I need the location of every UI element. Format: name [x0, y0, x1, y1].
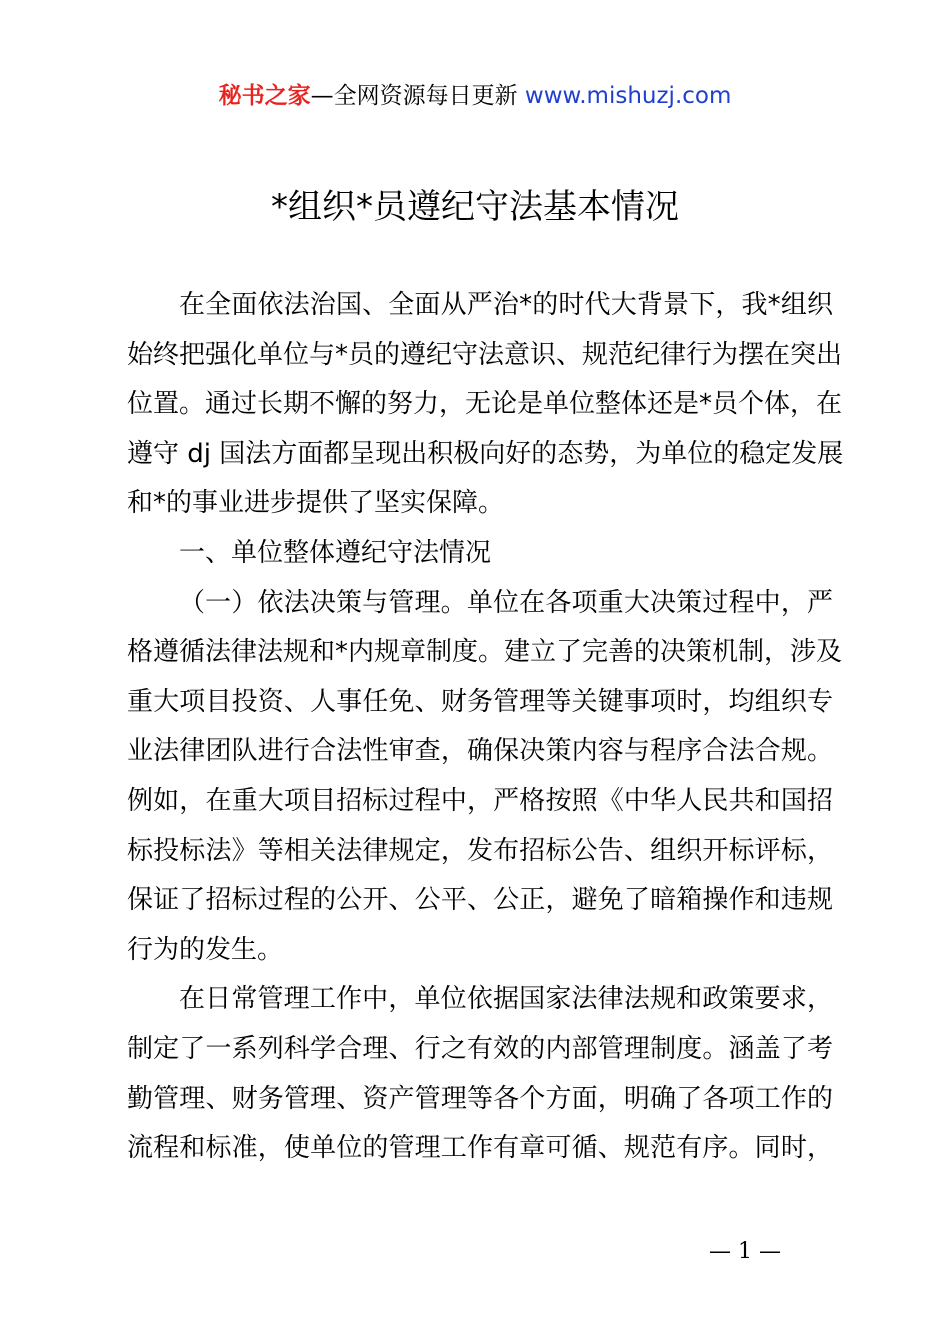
site-url-link[interactable]: www.mishuzj.com: [524, 83, 732, 109]
document-body: [127, 281, 844, 1174]
paragraph-line: 位置。通过长期不懈的努力，无论是单位整体还是*员个体，在: [127, 389, 843, 420]
paragraph-line: 业法律团队进行合法性审查，确保决策内容与程序合法合规。: [127, 736, 833, 767]
document-title: *组织*员遵纪守法基本情况: [271, 187, 679, 227]
paragraph-line: 制定了一系列科学合理、行之有效的内部管理制度。涵盖了考: [127, 1033, 833, 1064]
paragraph-line: 在日常管理工作中，单位依据国家法律法规和政策要求，: [179, 984, 833, 1015]
section-heading: 一、单位整体遵纪守法情况: [179, 537, 492, 568]
paragraph-line: 标投标法》等相关法律规定，发布招标公告、组织开标评标，: [127, 835, 833, 866]
paragraph-line: 格遵循法律法规和*内规章制度。建立了完善的决策机制，涉及: [127, 637, 843, 668]
site-brand: 秘书之家: [218, 83, 311, 109]
paragraph-line: 在全面依法治国、全面从严治*的时代大背景下，我*组织: [179, 290, 833, 320]
paragraph-line: 和*的事业进步提供了坚实保障。: [127, 488, 505, 519]
paragraph-line: （一）依法决策与管理。单位在各项重大决策过程中，严: [179, 587, 833, 618]
paragraph-line: 行为的发生。: [127, 934, 284, 965]
page-number: — 1 —: [709, 1239, 781, 1264]
site-tagline: —全网资源每日更新: [310, 83, 525, 109]
paragraph-line: 重大项目投资、人事任免、财务管理等关键事项时，均组织专: [127, 686, 833, 717]
paragraph-line: 遵守 dj 国法方面都呈现出积极向好的态势，为单位的稳定发展: [127, 438, 844, 469]
paragraph-line: 始终把强化单位与*员的遵纪守法意识、规范纪律行为摆在突出: [127, 339, 843, 370]
paragraph-line: 例如，在重大项目招标过程中，严格按照《中华人民共和国招: [127, 785, 833, 816]
paragraph-line: 勤管理、财务管理、资产管理等各个方面，明确了各项工作的: [127, 1083, 833, 1114]
paragraph-line: 保证了招标过程的公开、公平、公正，避免了暗箱操作和违规: [127, 885, 833, 916]
paragraph-line: 流程和标准，使单位的管理工作有章可循、规范有序。同时，: [127, 1133, 833, 1164]
site-header: [0, 80, 950, 112]
